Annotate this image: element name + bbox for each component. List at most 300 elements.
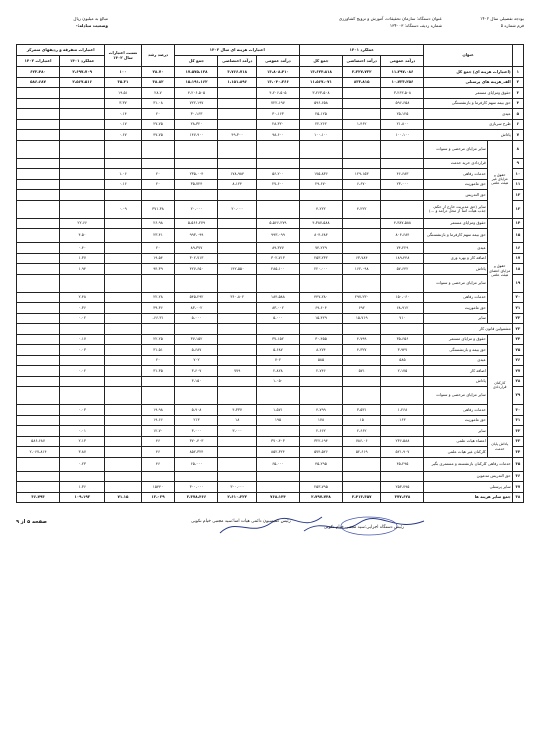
- signature-stamp-left: [216, 511, 326, 539]
- row-cell: ۲،۶۱۰،۲۲۲: [218, 492, 256, 503]
- row-number: ۳۱: [512, 415, 523, 426]
- row-cell: [218, 119, 256, 130]
- row-cell: ۱۶۳: [381, 415, 424, 426]
- row-group-label: حقوق و مزایای غیر هیئت علمی: [487, 140, 512, 218]
- row-cell: ۸۹،۳۷۷: [175, 243, 218, 254]
- row-cell: ۵،۰۰۰: [256, 313, 299, 324]
- row-cell: [342, 355, 380, 366]
- table-row: [17, 218, 524, 229]
- row-cell: [17, 158, 60, 169]
- row-cell: ۱۱،۲۹۷،۰۸۶: [381, 67, 424, 78]
- row-cell: ۰.۰۳: [60, 345, 105, 356]
- row-cell: [218, 471, 256, 482]
- row-cell: ۷۷۹: [218, 366, 256, 377]
- row-cell: ۵۸۵: [381, 355, 424, 366]
- row-cell: [60, 274, 105, 292]
- row-cell: [218, 158, 256, 169]
- row-number: ۳۳: [512, 436, 523, 447]
- row-cell: [17, 324, 60, 335]
- row-number: ۵: [512, 109, 523, 120]
- row-cell: ۰.۰۳: [60, 405, 105, 416]
- row-cell: [256, 158, 299, 169]
- row-cell: [342, 274, 380, 292]
- row-number: ۱: [512, 67, 523, 78]
- row-cell: ۵،۵۶۶،۲۷۹: [175, 218, 218, 229]
- row-cell: [17, 200, 60, 218]
- table-row: [17, 229, 524, 243]
- row-cell: [141, 387, 175, 405]
- row-cell: [105, 158, 141, 169]
- row-cell: [17, 313, 60, 324]
- row-cell: ۳،۵۳۱: [342, 405, 380, 416]
- row-cell: [175, 274, 218, 292]
- table-row: [17, 492, 524, 503]
- row-cell: [60, 324, 105, 335]
- row-cell: [218, 324, 256, 335]
- col-cur-specific: درآمد اختصاصی: [218, 56, 256, 67]
- table-row: [17, 169, 524, 180]
- row-cell: [218, 274, 256, 292]
- row-cell: [218, 253, 256, 264]
- row-cell: ۳۱.۰۸: [141, 98, 175, 109]
- row-cell: ۷۸۶،۰۶: [342, 436, 380, 447]
- col-rowno: [512, 45, 523, 67]
- row-cell: ۴۵،۲۹۵: [381, 457, 424, 471]
- row-cell: ۱۷،۵۷۵،۱۲۸: [175, 67, 218, 78]
- row-cell: ۳۷،۱۵۲: [256, 334, 299, 345]
- row-cell: [256, 190, 299, 201]
- exchange-status: وضعیت مبادله:-: [75, 22, 108, 28]
- row-title: خدمات رفاهی: [424, 169, 487, 180]
- row-cell: ۷۴،۲۲۹: [381, 243, 424, 254]
- table-row: [17, 313, 524, 324]
- row-cell: ۴،۷۹۹: [342, 334, 380, 345]
- row-cell: [342, 243, 380, 254]
- row-cell: ۸۳۳،۸۱۵: [342, 77, 380, 88]
- row-cell: ۴۲۷،۶۵۰: [175, 264, 218, 275]
- row-cell: [17, 140, 60, 158]
- row-cell: ۶۸،۹۱۲: [381, 303, 424, 314]
- row-cell: [299, 158, 342, 169]
- row-cell: ۰.۶۷: [105, 130, 141, 141]
- table-row: [17, 274, 524, 292]
- row-cell: ۲۰،۰۰۰: [218, 200, 256, 218]
- row-cell: [60, 140, 105, 158]
- row-cell: ۵،۵۶۶،۲۷۹: [256, 218, 299, 229]
- row-cell: ۱،۲۶۸: [381, 405, 424, 416]
- table-row: [17, 426, 524, 437]
- row-cell: ۳،۰۰۰: [218, 426, 256, 437]
- row-number: ۱۴: [512, 218, 523, 229]
- row-title: کارکنان غیر هیات علمی: [424, 447, 487, 458]
- table-row: [17, 457, 524, 471]
- row-cell: ۵،۶۸۷: [175, 345, 218, 356]
- row-cell: [381, 190, 424, 201]
- col-share: نسبت اعتبارات سال ۱۴۰۲: [105, 45, 141, 67]
- row-title: حق ماموریت: [424, 415, 487, 426]
- row-cell: [218, 334, 256, 345]
- row-cell: ۱۵،۷۱۹: [342, 313, 380, 324]
- signature-commission: رئیس کمیسیون دائمی هیات امنا:سید مجتبی خیام نکویی: [191, 519, 291, 524]
- row-cell: ۲۷.۷۵: [141, 119, 175, 130]
- row-cell: ۲۵۳،۷۹۵: [381, 482, 424, 493]
- row-cell: ۰.۰۲: [60, 313, 105, 324]
- row-cell: ۳۰،۱۶۳: [256, 109, 299, 120]
- row-cell: ۱۰۰،۱۰۰: [381, 130, 424, 141]
- row-cell: ۱۶۲،۰۹۸: [342, 264, 380, 275]
- table-row: [17, 130, 524, 141]
- signature-executive: رئیس دستگاه اجرایی:سید مجتبی خیام نکویی: [323, 525, 404, 530]
- row-cell: ۴۶: [141, 457, 175, 471]
- row-cell: [105, 436, 141, 447]
- row-cell: [60, 415, 105, 426]
- row-cell: ۳۰۰،۰۰۰: [218, 482, 256, 493]
- row-cell: [17, 482, 60, 493]
- row-cell: [218, 345, 256, 356]
- row-cell: ۵۲۱،۹۰۷: [381, 447, 424, 458]
- row-cell: ۲،۷۹۷،۷۴۸: [299, 492, 342, 503]
- table-row: [17, 77, 524, 88]
- row-cell: ۵،۶۸۷: [256, 345, 299, 356]
- row-title: حق بیمه سهم کارفرما و بازنشستگی: [424, 229, 487, 243]
- row-cell: [299, 324, 342, 335]
- row-cell: ۳۱.۳۵: [141, 366, 175, 377]
- row-number: ۱۷: [512, 253, 523, 264]
- row-cell: [17, 218, 60, 229]
- row-cell: [256, 482, 299, 493]
- budget-table: [16, 44, 524, 503]
- row-cell: ۳۰۲،۷۱۳: [256, 253, 299, 264]
- row-cell: [218, 109, 256, 120]
- row-cell: [105, 253, 141, 264]
- row-cell: ۲۲،۲۶۲: [299, 119, 342, 130]
- table-row: [17, 345, 524, 356]
- row-cell: [105, 482, 141, 493]
- table-row: [17, 292, 524, 303]
- row-cell: [105, 303, 141, 314]
- row-cell: [381, 387, 424, 405]
- row-cell: ۲۲۰،۰۰۰: [299, 264, 342, 275]
- row-cell: [60, 88, 105, 99]
- row-cell: ۱۸۹،۴۴۸: [381, 253, 424, 264]
- row-cell: ۷۱.۱۵: [105, 492, 141, 503]
- row-group-label: کارکنان قراردادی: [487, 334, 512, 436]
- row-cell: ۵۷۴،۵۲۶: [299, 447, 342, 458]
- row-cell: ۳۰۰،۰۰۰: [175, 482, 218, 493]
- row-cell: ۰.۱۶: [105, 179, 141, 190]
- row-cell: ۴،۷۹۹: [299, 405, 342, 416]
- row-title: حقوق ومزایای مستمر: [424, 88, 512, 99]
- row-cell: ۲۳،۰۰۰: [381, 179, 424, 190]
- row-cell: [256, 274, 299, 292]
- row-cell: [60, 158, 105, 169]
- row-cell: [141, 324, 175, 335]
- row-cell: ۷۰۲: [175, 355, 218, 366]
- row-cell: [141, 471, 175, 482]
- row-cell: ۴۶: [141, 447, 175, 458]
- row-number: ۱۶: [512, 243, 523, 254]
- row-cell: ۳۷۷،۶۲۸: [381, 492, 424, 503]
- row-cell: ۲،۵۶۷،۵۱۶: [60, 77, 105, 88]
- table-row: [17, 334, 524, 345]
- row-title: خدمات رفاهی کارکنان بازنشسته و مستمری بگیر: [424, 457, 512, 471]
- row-cell: [256, 387, 299, 405]
- row-cell: [17, 88, 60, 99]
- row-number: ۲۱: [512, 303, 523, 314]
- row-cell: [105, 243, 141, 254]
- table-row: [17, 243, 524, 254]
- form-number: فرم شماره ۵: [500, 22, 524, 28]
- row-title: حق ماموریت: [424, 179, 487, 190]
- row-cell: ۳،۳۷۸،۴۶۶: [175, 492, 218, 503]
- row-cell: [342, 158, 380, 169]
- row-number: ۲۵: [512, 345, 523, 356]
- row-cell: ۱۵،۴۲۹: [299, 313, 342, 324]
- row-cell: ۸،۲۷۴: [299, 345, 342, 356]
- row-cell: [175, 190, 218, 201]
- header-unit-info: [18, 16, 108, 29]
- row-cell: [105, 376, 141, 387]
- col-cur-total: جمع کل: [175, 56, 218, 67]
- row-cell: [60, 190, 105, 201]
- row-title: سایر پرسنلی: [424, 482, 512, 493]
- row-group-label: حقوق و مزایای اعضای هیئت علمی: [487, 218, 512, 324]
- row-cell: ۴،۲۰۶،۵۰۵: [175, 88, 218, 99]
- row-number: ۸: [512, 140, 523, 158]
- row-cell: ۰.۲۳: [60, 457, 105, 471]
- row-cell: ۱۹۵: [256, 415, 299, 426]
- row-cell: ۱۲.۷۰: [141, 426, 175, 437]
- row-cell: [381, 324, 424, 335]
- row-cell: ۵،۰۰۰: [175, 313, 218, 324]
- row-cell: ۵۷،۶۴۲: [381, 264, 424, 275]
- row-cell: ۱۸۴،۵۸۸: [256, 292, 299, 303]
- row-cell: ۲۸.۷: [141, 88, 175, 99]
- row-cell: [218, 447, 256, 458]
- row-cell: ۵۷۱: [342, 366, 380, 377]
- row-number: ۳۴: [512, 447, 523, 458]
- row-cell: [60, 355, 105, 366]
- row-cell: ۳۷۱.۳۸: [141, 200, 175, 218]
- row-cell: ۲۱۳: [175, 415, 218, 426]
- row-cell: ۱۸: [218, 415, 256, 426]
- row-title: حق بیمه سهم کارفرما و بازنشستگی: [424, 98, 512, 109]
- row-cell: ۲۱،۸۰۰: [381, 119, 424, 130]
- row-cell: ۱.۳۶: [60, 482, 105, 493]
- row-cell: [141, 190, 175, 201]
- row-cell: [342, 98, 380, 109]
- row-cell: ۴۷.۷۵: [141, 130, 175, 141]
- row-number: ۳۰: [512, 405, 523, 416]
- row-title: خدمات رفاهی: [424, 292, 487, 303]
- row-cell: [105, 140, 141, 158]
- row-cell: ۹۹۳،۰۹۹: [175, 229, 218, 243]
- row-title: خدمات رفاهی: [424, 405, 487, 416]
- row-title: قراردادی خرید خدمت: [424, 158, 487, 169]
- row-cell: ۱۵۰،۰۶۰: [381, 292, 424, 303]
- row-cell: ۲،۶۶۲: [342, 426, 380, 437]
- row-cell: ۰.۱۴: [105, 109, 141, 120]
- row-number: ۱۲: [512, 190, 523, 201]
- row-cell: [299, 140, 342, 158]
- row-number: ۳۵: [512, 457, 523, 471]
- row-cell: ۹۴.۳۹: [141, 264, 175, 275]
- row-cell: [342, 376, 380, 387]
- table-row: [17, 88, 524, 99]
- row-cell: ۸۵۲،۳۲۴: [175, 447, 218, 458]
- table-row: [17, 387, 524, 405]
- row-cell: [256, 200, 299, 218]
- row-title: سایر مزایای مرخصی و سنوات: [424, 274, 487, 292]
- row-cell: ۲۲.۲۸: [141, 292, 175, 303]
- table-row: [17, 179, 524, 190]
- row-cell: ۱.۳۷: [60, 253, 105, 264]
- row-cell: ۲۲.۶۶: [60, 218, 105, 229]
- col-title: عنوان: [424, 45, 512, 67]
- row-number: ۱۰: [512, 169, 523, 180]
- row-cell: ۳۲۲،۱۹۴: [299, 436, 342, 447]
- budget-page: [16, 14, 524, 726]
- row-cell: ۳۶۰،۸۰۲: [218, 292, 256, 303]
- row-number: ۳: [512, 88, 523, 99]
- row-title: سایر مزایای مرخصی و سنوات: [424, 387, 487, 405]
- table-row: [17, 119, 524, 130]
- row-cell: [218, 190, 256, 201]
- row-cell: [105, 405, 141, 416]
- row-cell: ۲۳۵،۰۰۴: [175, 169, 218, 180]
- row-title: الف_هزینه های پرسنلی: [424, 77, 512, 88]
- row-cell: [17, 366, 60, 377]
- row-title: پاداش: [424, 130, 512, 141]
- page-header: [16, 14, 524, 44]
- table-row: [17, 158, 524, 169]
- row-cell: ۳.۳۷: [105, 98, 141, 109]
- row-number: ۳۲: [512, 426, 523, 437]
- row-cell: [218, 303, 256, 314]
- row-cell: [256, 471, 299, 482]
- row-cell: ۳۷۰،۴۰۳: [175, 436, 218, 447]
- row-cell: [17, 345, 60, 356]
- row-cell: [218, 376, 256, 387]
- row-cell: ۳۵،۶۵۶: [381, 334, 424, 345]
- row-cell: [60, 130, 105, 141]
- row-cell: [342, 387, 380, 405]
- row-cell: ۱،۰۵۰: [256, 376, 299, 387]
- row-cell: [105, 218, 141, 229]
- row-cell: ۳۰،۴۵۵: [299, 334, 342, 345]
- row-cell: ۱۰۹،۱۹۳: [60, 492, 105, 503]
- row-cell: [218, 98, 256, 109]
- row-cell: [141, 140, 175, 158]
- row-cell: ۲،۷۴۶: [299, 366, 342, 377]
- row-cell: ۲،۶۹۷،۷۰۹: [60, 67, 105, 78]
- row-title: حقوق و مزایای مستمر: [424, 334, 487, 345]
- row-title: عیدی: [424, 355, 487, 366]
- col-cur-general: درآمد عمومی: [256, 56, 299, 67]
- row-cell: ۷۲۲،۱۹۷: [256, 98, 299, 109]
- row-cell: ۵۸۶،۶۸۷: [17, 436, 60, 447]
- org-title: عنوان دستگاه: سازمان تحقیقات، آموزش و ترویج کشاورزی: [338, 16, 442, 21]
- row-cell: ۷۴،۲۲۹: [299, 243, 342, 254]
- row-cell: [342, 471, 380, 482]
- table-row: [17, 482, 524, 493]
- row-cell: [342, 457, 380, 471]
- row-cell: ۱۵۴۴۰: [141, 482, 175, 493]
- row-cell: [218, 88, 256, 99]
- row-cell: [175, 158, 218, 169]
- row-cell: ۲۸،۳۲۰: [256, 119, 299, 130]
- row-number: ۱۳: [512, 200, 523, 218]
- row-cell: ۲،۶۶۲: [299, 426, 342, 437]
- row-cell: ۲۵۳،۷۹۵: [299, 482, 342, 493]
- row-title: حق التدریس مدعوین: [424, 471, 512, 482]
- row-cell: [17, 387, 60, 405]
- row-cell: ۲،۳۲۷،۷۳۲: [342, 67, 380, 78]
- row-cell: [381, 274, 424, 292]
- row-cell: [17, 457, 60, 471]
- table-row: [17, 109, 524, 120]
- row-cell: [342, 218, 380, 229]
- row-cell: ۳۹.۳۶: [141, 303, 175, 314]
- row-cell: ۹۹۳،۰۹۹: [256, 229, 299, 243]
- table-row: [17, 98, 524, 109]
- row-cell: ۲،۴۱۳،۳۵۷: [342, 492, 380, 503]
- table-row: [17, 253, 524, 264]
- row-cell: [299, 387, 342, 405]
- row-cell: ۳۵.۳۱: [105, 77, 141, 88]
- row-cell: ۱۴۷،۹۰۰: [175, 130, 218, 141]
- row-cell: ۲،۰۶۷،۸۱۴: [17, 447, 60, 458]
- row-cell: [60, 109, 105, 120]
- row-cell: ۲،۱۷۵: [381, 366, 424, 377]
- row-cell: ۰.۰۹: [105, 200, 141, 218]
- row-cell: [256, 426, 299, 437]
- row-cell: [141, 158, 175, 169]
- row-cell: [342, 140, 380, 158]
- table-row: [17, 264, 524, 275]
- row-number: ۹: [512, 158, 523, 169]
- row-cell: ۷۰۲: [256, 355, 299, 366]
- row-cell: ۲.۴۸: [60, 292, 105, 303]
- row-cell: ۲۸۵،۱۰۰: [256, 264, 299, 275]
- col-growth: درصد رشد: [141, 45, 175, 67]
- row-cell: ۱۹.۶۶: [141, 415, 175, 426]
- row-cell: ۷۲۲،۱۹۷: [175, 98, 218, 109]
- row-cell: [17, 109, 60, 120]
- row-cell: ۴۴۷،۲۸۰: [299, 292, 342, 303]
- row-cell: [342, 88, 380, 99]
- row-cell: [141, 274, 175, 292]
- row-cell: [60, 119, 105, 130]
- row-cell: ۴۵،۲۹۵: [299, 457, 342, 471]
- row-cell: ۱۰،۷۳۳،۲۵۶: [381, 77, 424, 88]
- row-cell: ۳،۰۰۰: [175, 426, 218, 437]
- row-cell: ۱۷۵،۸۳۶: [299, 169, 342, 180]
- row-number: ۳۶: [512, 471, 523, 482]
- table-row: [17, 355, 524, 366]
- row-cell: [60, 98, 105, 109]
- row-cell: [381, 200, 424, 218]
- row-cell: ۱۴۲،۵۵۰: [218, 264, 256, 275]
- row-number: ۴: [512, 98, 523, 109]
- row-cell: ۲۵،۱۲۵: [299, 109, 342, 120]
- row-cell: [105, 366, 141, 377]
- row-cell: ۶۹۲: [342, 303, 380, 314]
- row-cell: [218, 140, 256, 158]
- table-row: [17, 405, 524, 416]
- row-cell: [105, 324, 141, 335]
- row-cell: [60, 387, 105, 405]
